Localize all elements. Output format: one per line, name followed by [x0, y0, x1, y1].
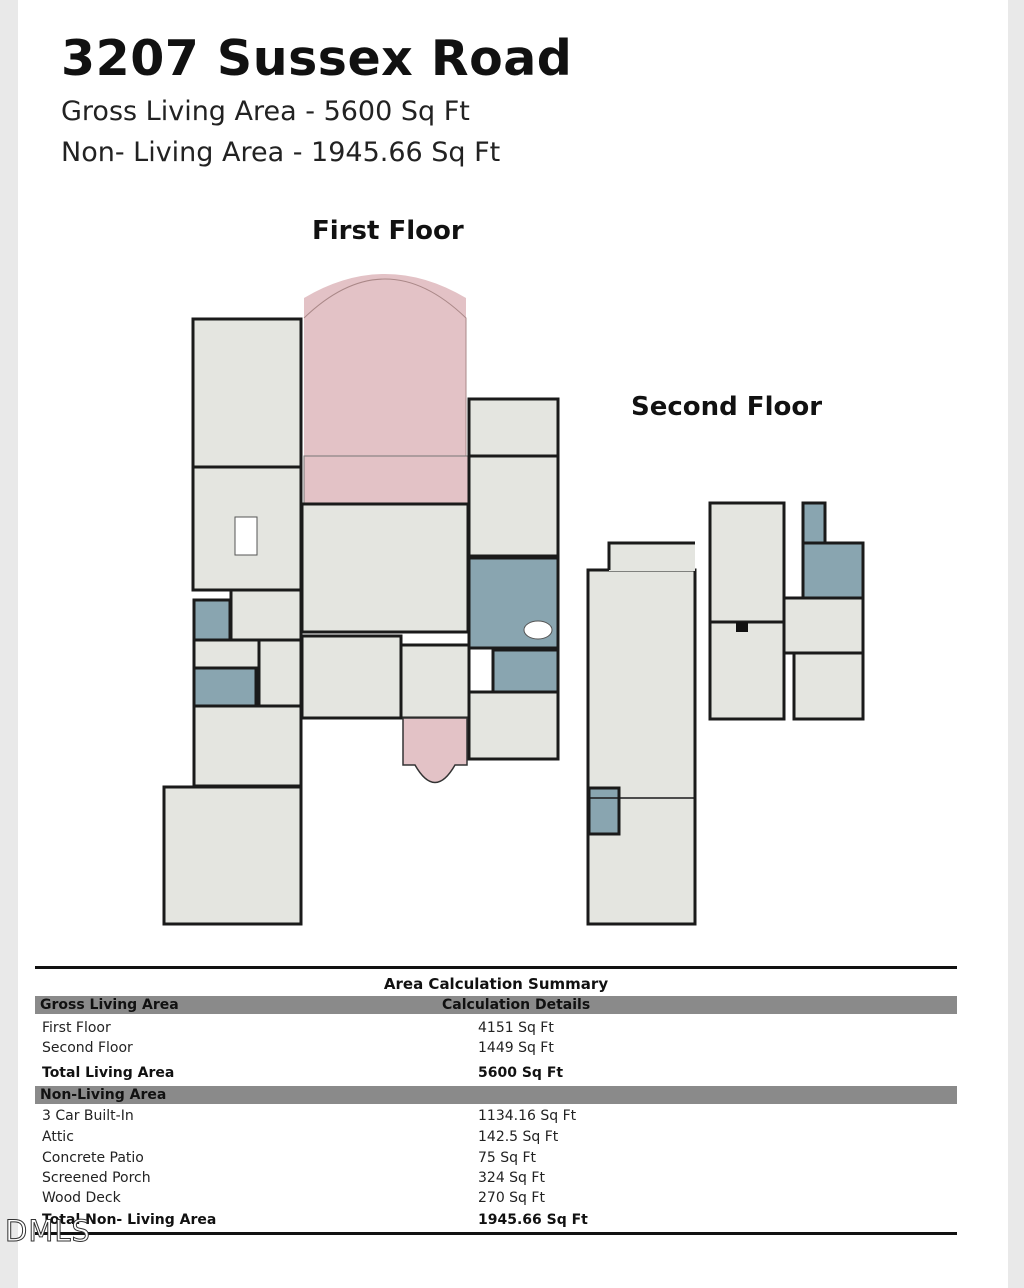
second-floor-label: Second Floor: [631, 392, 823, 422]
row-value: 1134.16 Sq Ft: [478, 1108, 577, 1124]
gross-living-area-text: Gross Living Area - 5600 Sq Ft: [61, 96, 470, 127]
row-value: 75 Sq Ft: [478, 1150, 537, 1166]
row-label: Screened Porch: [42, 1170, 151, 1186]
row-value: 270 Sq Ft: [478, 1190, 545, 1206]
gross-living-header-band: [35, 996, 957, 1014]
row-label: Wood Deck: [42, 1190, 121, 1206]
row-value: 1945.66 Sq Ft: [478, 1212, 588, 1228]
non-living-header: Non-Living Area: [40, 1087, 167, 1103]
row-label: 3 Car Built-In: [42, 1108, 134, 1124]
table-row: [35, 1108, 957, 1128]
non-living-area-text: Non- Living Area - 1945.66 Sq Ft: [61, 137, 501, 168]
row-value: 324 Sq Ft: [478, 1170, 545, 1186]
row-value: 4151 Sq Ft: [478, 1020, 554, 1036]
row-value: 142.5 Sq Ft: [478, 1129, 559, 1145]
row-value: 5600 Sq Ft: [478, 1065, 564, 1081]
table-row: [35, 1129, 957, 1149]
row-label: Attic: [42, 1129, 74, 1145]
summary-top-rule: [35, 966, 957, 969]
row-label: Total Non- Living Area: [42, 1212, 217, 1228]
calculation-details-header: Calculation Details: [442, 997, 591, 1013]
non-living-header-band: [35, 1086, 957, 1104]
row-label: Concrete Patio: [42, 1150, 144, 1166]
table-row: [35, 1150, 957, 1170]
first-floor-label: First Floor: [312, 216, 464, 246]
table-row: [35, 1170, 957, 1190]
table-row: [35, 1040, 957, 1060]
gross-living-header: Gross Living Area: [40, 997, 179, 1013]
row-value: 1449 Sq Ft: [478, 1040, 554, 1056]
table-row: [35, 1190, 957, 1210]
property-title: 3207 Sussex Road: [61, 30, 573, 87]
total-living-row: [35, 1065, 957, 1085]
dmls-watermark: DMLS: [5, 1214, 91, 1248]
summary-title: Area Calculation Summary: [383, 975, 609, 993]
row-label: First Floor: [42, 1020, 111, 1036]
second-floor-plan: [588, 503, 863, 924]
summary-bottom-rule: [35, 1232, 957, 1235]
row-label: Total Living Area: [42, 1065, 175, 1081]
first-floor-plan: [164, 274, 558, 924]
row-label: Second Floor: [42, 1040, 133, 1056]
table-row: [35, 1020, 957, 1040]
total-non-living-row: [35, 1212, 957, 1232]
